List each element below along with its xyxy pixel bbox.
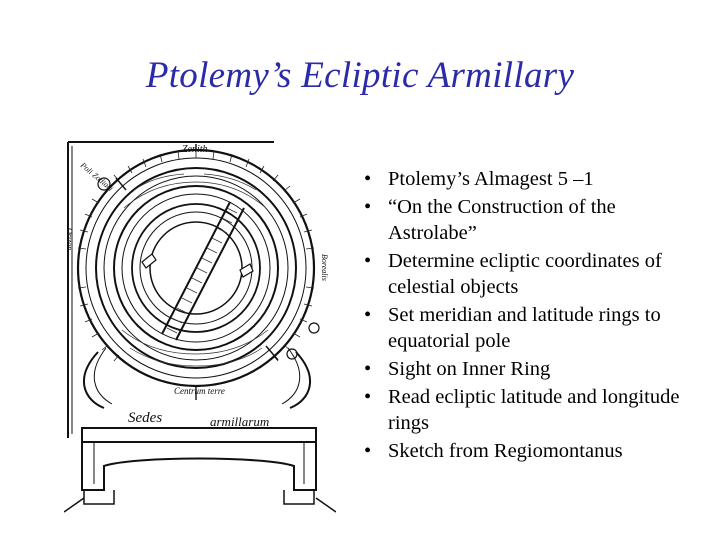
bullet-dot-icon: • <box>364 358 372 380</box>
bullet-text: Sight on Inner Ring <box>388 358 551 380</box>
bullet-item <box>364 302 704 354</box>
bullet-text: “On the Construction of the Astrolabe” <box>388 196 616 244</box>
bullet-dot-icon: • <box>364 250 372 272</box>
bullet-dot-icon: • <box>364 168 372 190</box>
bullet-dot-icon: • <box>364 196 372 218</box>
slide-title: Ptolemy’s Ecliptic Armillary <box>145 55 575 96</box>
bullet-item <box>364 248 704 300</box>
bullet-item <box>364 194 704 246</box>
bullet-text: Read ecliptic latitude and longitude rings <box>388 386 680 434</box>
bullet-item <box>364 438 704 464</box>
bullet-dot-icon: • <box>364 440 372 462</box>
bullet-list <box>364 166 704 466</box>
sedes-label: Sedes <box>128 410 163 426</box>
bullet-text: Set meridian and latitude rings to equatorial pole <box>388 304 661 352</box>
armillarum-label: armillarum <box>210 414 270 429</box>
bullet-item <box>364 384 704 436</box>
bullet-text: Sketch from Regiomontanus <box>388 440 623 462</box>
bullet-text: Ptolemy’s Almagest 5 –1 <box>388 168 594 190</box>
bullet-text: Determine ecliptic coordinates of celestial objects <box>388 250 662 298</box>
bullet-dot-icon: • <box>364 304 372 326</box>
bullet-item <box>364 356 704 382</box>
centrum-terre-label: Centrum terre <box>174 386 225 396</box>
borealis-label: Borealis <box>320 254 329 281</box>
bullet-item <box>364 166 704 192</box>
armillary-sketch-image <box>64 138 336 520</box>
bullet-dot-icon: • <box>364 386 372 408</box>
orizon-label: Orizon <box>65 228 74 251</box>
poli-zodiaci-label: Poli Zodiaci <box>78 160 115 194</box>
zenith-label: Zenith <box>182 144 208 155</box>
